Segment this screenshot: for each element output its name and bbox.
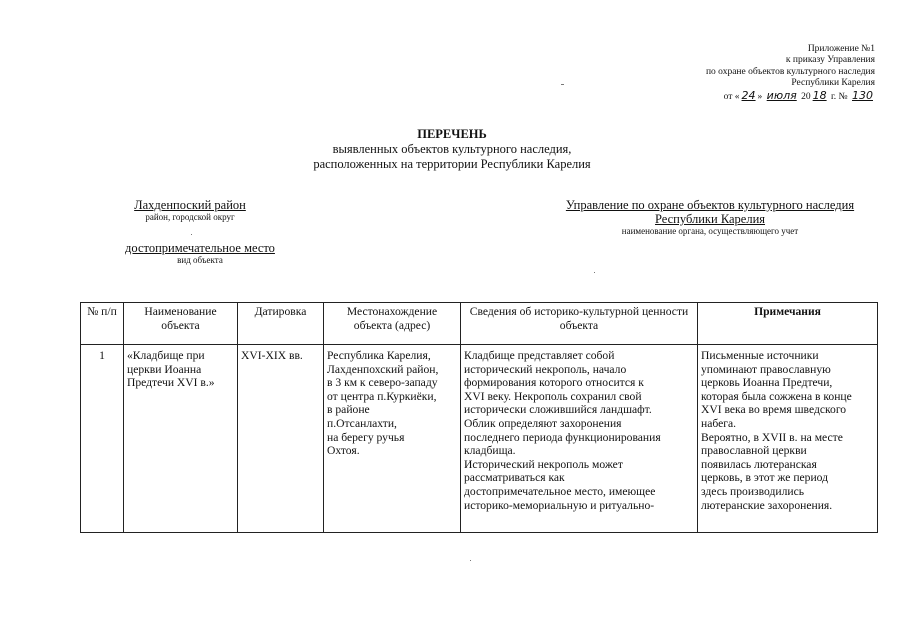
objects-register-table xyxy=(80,302,878,533)
value-line: историко-мемориальную и ритуально- xyxy=(464,498,655,512)
notes-line: набега. xyxy=(701,416,737,430)
location-line: Республика Карелия, xyxy=(327,349,431,362)
scan-speck xyxy=(561,84,564,85)
cell-notes xyxy=(698,345,878,533)
location-line: в районе xyxy=(327,403,370,417)
cell-location xyxy=(324,345,461,533)
location-line: на берегу ручья xyxy=(327,430,405,444)
notes-line: православной церкви xyxy=(701,444,807,458)
notes-line: церковь, в этот же период xyxy=(701,471,829,485)
annex-header xyxy=(706,44,875,103)
scan-speck xyxy=(594,272,595,273)
title-line-2: выявленных объектов культурного наследия, xyxy=(332,142,572,156)
notes-line: церковь Иоанна Предтечи, xyxy=(701,376,833,390)
district-field xyxy=(115,198,265,223)
value-line: исторический некрополь, начало xyxy=(464,362,627,376)
authority-value-line-2: Республики Карелия xyxy=(654,212,766,226)
value-line: рассматриваться как xyxy=(464,471,565,485)
annex-line-4: Республики Карелия xyxy=(791,78,875,89)
header-num: № п/п xyxy=(81,303,124,345)
object-type-field xyxy=(100,241,300,266)
cell-num: 1 xyxy=(81,345,124,533)
document-title xyxy=(0,127,904,172)
annex-date-prefix: от « xyxy=(723,91,740,102)
value-line: Кладбище представляет собой xyxy=(464,349,615,362)
cell-dating: XVI-XIX вв. xyxy=(238,345,324,533)
district-value: Лахденпоский район xyxy=(134,198,246,212)
authority-field xyxy=(540,198,880,237)
notes-line: здесь производились xyxy=(701,484,805,498)
authority-caption: наименование органа, осуществляющего учет xyxy=(621,226,799,236)
notes-line: Вероятно, в XVII в. на месте xyxy=(701,430,843,444)
value-line: кладбища. xyxy=(464,444,516,458)
value-line: последнего периода функционирования xyxy=(464,430,661,444)
notes-line: которая была сожжена в конце xyxy=(701,389,852,403)
annex-day: 24 xyxy=(741,88,756,102)
object-type-caption: вид объекта xyxy=(177,255,223,265)
value-line: Облик определяют захоронения xyxy=(464,416,622,430)
header-dating: Датировка xyxy=(238,303,324,345)
cell-name: «Кладбище при церкви Иоанна Предтечи XVI в.» xyxy=(124,345,238,533)
value-line: достопримечательное место, имеющее xyxy=(464,484,656,498)
notes-line: появилась лютеранская xyxy=(701,457,817,471)
value-line: формирования которого относится к xyxy=(464,376,644,390)
annex-date-mid: » xyxy=(757,91,763,102)
table-header-row xyxy=(81,303,878,345)
header-value: Сведения об историко-культурной ценности объекта xyxy=(461,303,698,345)
table-row xyxy=(81,345,878,533)
annex-line-2: к приказу Управления xyxy=(785,55,875,66)
value-line: Исторический некрополь может xyxy=(464,457,623,471)
location-line: Охтоя. xyxy=(327,444,360,458)
header-location: Местонахождение объекта (адрес) xyxy=(324,303,461,345)
authority-value-line-1: Управление по охране объектов культурного наследия xyxy=(565,198,855,212)
annex-line-1: Приложение №1 xyxy=(807,44,875,54)
title-line-3: расположенных на территории Республики Карелия xyxy=(313,157,591,171)
scan-speck xyxy=(191,234,192,235)
annex-year-suffix: г. № xyxy=(830,91,848,102)
annex-month: июля xyxy=(766,88,797,102)
notes-line: лютеранские захоронения. xyxy=(701,498,833,512)
district-caption: район, городской округ xyxy=(145,212,235,222)
location-line: п.Отсанлахти, xyxy=(327,416,397,430)
annex-year: 18 xyxy=(812,88,827,102)
object-type-value: достопримечательное место xyxy=(125,241,275,255)
annex-line-3: по охране объектов культурного наследия xyxy=(705,66,875,77)
annex-number: 130 xyxy=(852,88,873,102)
location-line: Лахденпохский район, xyxy=(327,362,439,376)
value-line: XVI веку. Некрополь сохранил свой xyxy=(464,389,642,403)
title-main: ПЕРЕЧЕНЬ xyxy=(417,127,487,141)
annex-year-prefix: 20 xyxy=(801,91,811,102)
scan-speck xyxy=(470,560,471,561)
location-line: в 3 км к северо-западу xyxy=(327,376,438,390)
annex-date-line xyxy=(706,90,875,103)
notes-line: XVI века во время шведского xyxy=(701,403,847,417)
value-line: исторически сложившийся ландшафт. xyxy=(464,403,652,417)
header-name: Наименование объекта xyxy=(124,303,238,345)
notes-line: упоминают православную xyxy=(701,362,831,376)
notes-line: Письменные источники xyxy=(701,349,819,362)
header-notes: Примечания xyxy=(698,303,878,345)
location-line: от центра п.Куркиёки, xyxy=(327,389,437,403)
cell-value xyxy=(461,345,698,533)
